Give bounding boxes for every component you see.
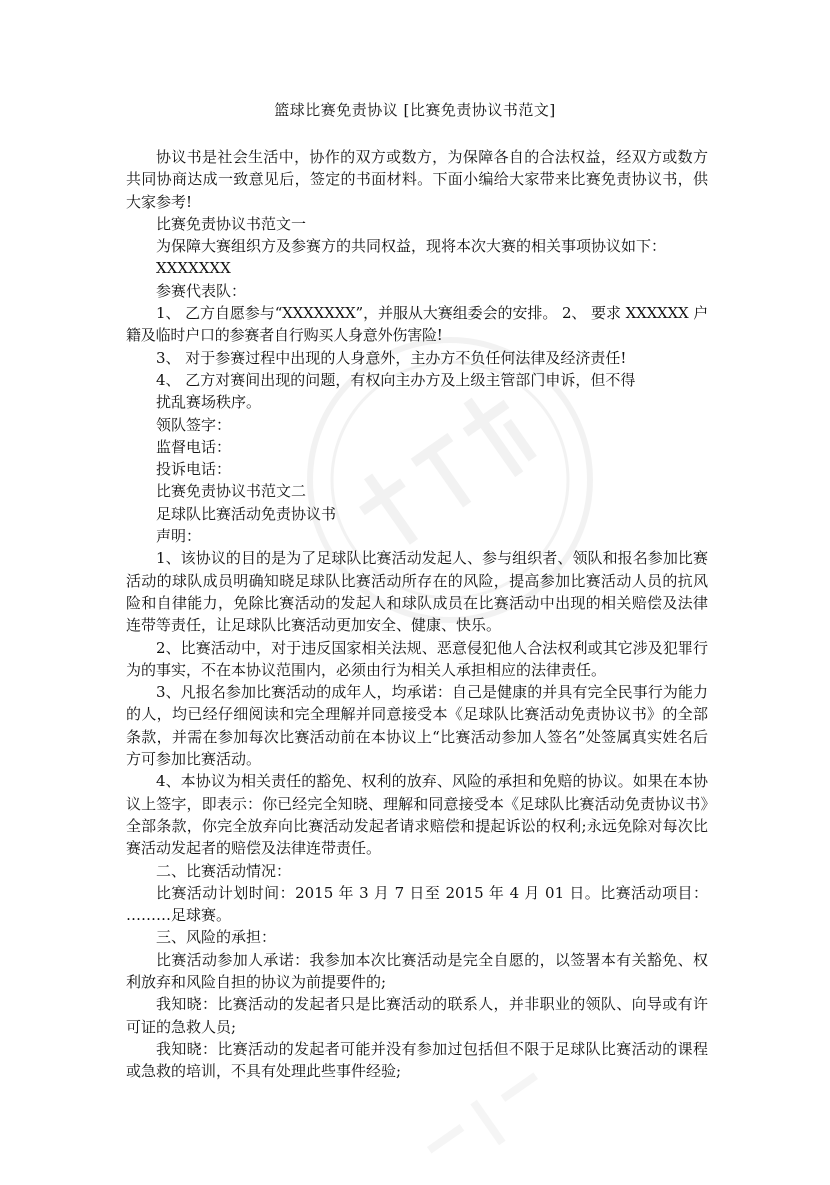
paragraph: 参赛代表队： [156, 281, 247, 300]
clause: 1、该协议的目的是为了足球队比赛活动发起人、参与组织者、领队和报名参加比赛活动的球队成员明确知晓足球队比赛活动所存在的风险，提高参加比赛活动人员的抗风险和自律能力，免除比赛活动的发起人和球队成员在比赛活动中出现的相关赔偿及法律连带等责任，让足球队比赛活动更加安全、健康、快乐。 [126, 549, 708, 635]
document-title: 篮球比赛免责协议 [比赛免责协议书范文] [274, 101, 556, 119]
section-heading: 比赛免责协议书范文一 [156, 214, 307, 233]
section-heading: 二、比赛活动情况： [156, 861, 292, 880]
section-heading: 比赛免责协议书范文二 [156, 482, 307, 501]
clause: 4、本协议为相关责任的豁免、权利的放弃、风险的承担和免赔的协议。如果在本协议上签字，即表示：你已经完全知晓、理解和同意接受本《足球队比赛活动免责协议书》全部条款，你完全放弃向比赛活动发起者请求赔偿和提起诉讼的权利;永远免除对每次比赛活动发起者的赔偿及法律连带责任。 [126, 772, 708, 858]
intro-paragraph: 协议书是社会生活中，协作的双方或数方，为保障各自的合法权益，经双方或数方共同协商达成一致意见后，签定的书面材料。下面小编给大家带来比赛免责协议书，供大家参考! [126, 148, 708, 211]
clause: 1、 乙方自愿参与“XXXXXXX”，并服从大赛组委会的安排。 2、 要求 XXXXXX 户籍及临时户口的参赛者自行购买人身意外伤害险! [126, 304, 708, 345]
clause: 3、凡报名参加比赛活动的成年人，均承诺：自己是健康的并具有完全民事行为能力的人，均已经仔细阅读和完全理解并同意接受本《足球队比赛活动免责协议书》的全部条款，并需在参加每次比赛活动前在本协议上“比赛活动参加人签名”处签属真实姓名后方可参加比赛活动。 [126, 683, 708, 769]
paragraph: 我知晓：比赛活动的发起者可能并没有参加过包括但不限于足球队比赛活动的课程或急救的培训，不具有处理此些事件经验; [126, 1039, 708, 1081]
phone-line: 监督电话： [156, 437, 232, 456]
document-body [126, 146, 708, 1082]
clause: 3、 对于参赛过程中出现的人身意外，主办方不负任何法律及经济责任! [156, 348, 627, 367]
clause-continuation: 扰乱赛场秩序。 [156, 393, 262, 412]
clause: 4、 乙方对赛间出现的问题，有权向主办方及上级主管部门申诉，但不得 [156, 370, 636, 389]
paragraph: 比赛活动参加人承诺：我参加本次比赛活动是完全自愿的，以签署本有关豁免、权利放弃和风险自担的协议为前提要件的; [126, 950, 708, 991]
phone-line: 投诉电话： [156, 460, 232, 479]
section-heading: 足球队比赛活动免责协议书 [156, 504, 337, 523]
paragraph: 比赛活动计划时间：2015 年 3 月 7 日至 2015 年 4 月 01 日。比赛活动项目： ………足球赛。 [126, 883, 708, 925]
signature-line: 领队签字： [156, 415, 232, 434]
paragraph: XXXXXXX [156, 259, 231, 278]
paragraph: 声明： [156, 527, 202, 546]
paragraph: 为保障大赛组织方及参赛方的共同权益，现将本次大赛的相关事项协议如下： [156, 237, 667, 256]
section-heading: 三、风险的承担： [156, 928, 277, 947]
clause: 2、比赛活动中，对于违反国家相关法规、恶意侵犯他人合法权利或其它涉及犯罪行为的事实，不在本协议范围内，必须由行为相关人承担相应的法律责任。 [126, 638, 708, 679]
paragraph: 我知晓：比赛活动的发起者只是比赛活动的联系人，并非职业的领队、向导或有许可证的急救人员; [126, 995, 708, 1036]
